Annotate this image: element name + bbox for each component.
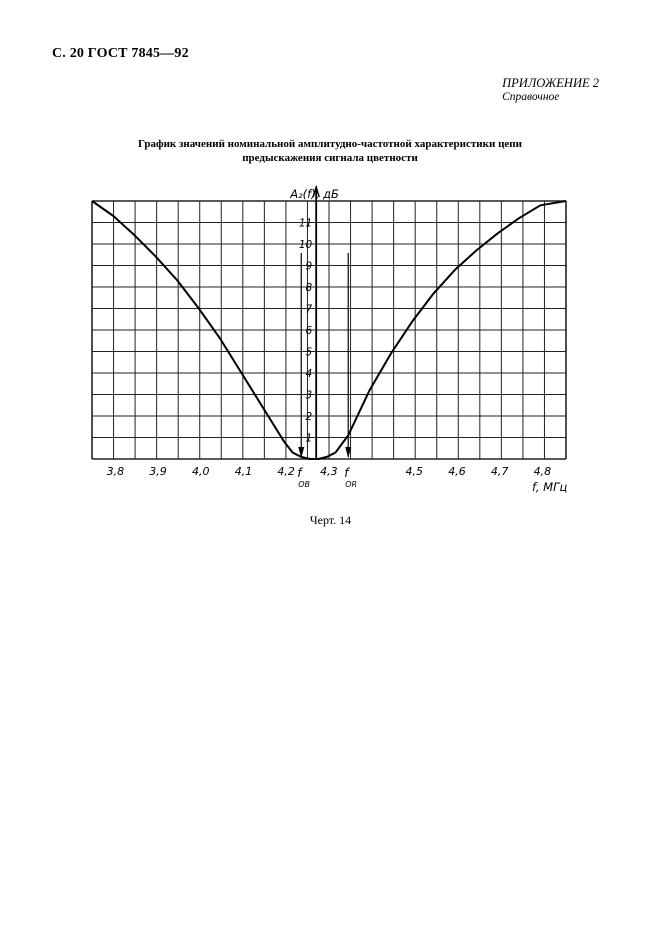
x-axis-label: f, МГц [532, 480, 568, 494]
y-tick-label: 9 [305, 260, 313, 273]
chart-title-line-2: предыскажения сигнала цветности [242, 152, 418, 164]
y-tick-label: 11 [298, 217, 313, 230]
annotation-subscript: ОR [345, 480, 358, 489]
appendix-type: Справочное [502, 91, 560, 103]
x-tick-label: 4,5 [405, 465, 424, 478]
figure-caption: Черт. 14 [309, 513, 352, 527]
x-tick-label: 4,7 [490, 465, 509, 478]
x-tick-label: 4,0 [192, 465, 210, 478]
x-tick-label: 4,1 [234, 465, 253, 478]
y-tick-label: 3 [305, 389, 313, 402]
page-header: С. 20 ГОСТ 7845—92 [52, 46, 189, 61]
chart-grid [92, 201, 566, 459]
chart-title-line-1: График значений номинальной амплитудно-частотной характеристики цепи [138, 138, 522, 150]
x-tick-label: 4,6 [448, 465, 466, 478]
y-tick-label: 7 [305, 303, 313, 316]
y-tick-label: 2 [305, 411, 313, 423]
x-tick-label: 3,9 [149, 465, 167, 478]
y-tick-label: 8 [305, 282, 313, 294]
annotation-label: f [344, 466, 349, 480]
appendix-title: ПРИЛОЖЕНИЕ 2 [502, 76, 599, 90]
y-tick-label: 5 [305, 346, 313, 359]
annotation-subscript: ОВ [298, 480, 311, 489]
chart-axes [289, 187, 567, 494]
x-tick-label: 3,8 [106, 465, 125, 478]
y-tick-label: 4 [305, 368, 313, 380]
y-tick-label: 6 [305, 325, 313, 337]
annotation-label: f [297, 466, 302, 480]
y-tick-label: 10 [298, 239, 313, 251]
y-axis-label: A₂(f), дБ [290, 187, 339, 201]
x-tick-label: 4,2 [277, 465, 295, 478]
x-tick-label: 4,8 [533, 465, 552, 478]
y-tick-label: 1 [305, 432, 313, 445]
x-tick-label: 4,3 [320, 465, 338, 478]
